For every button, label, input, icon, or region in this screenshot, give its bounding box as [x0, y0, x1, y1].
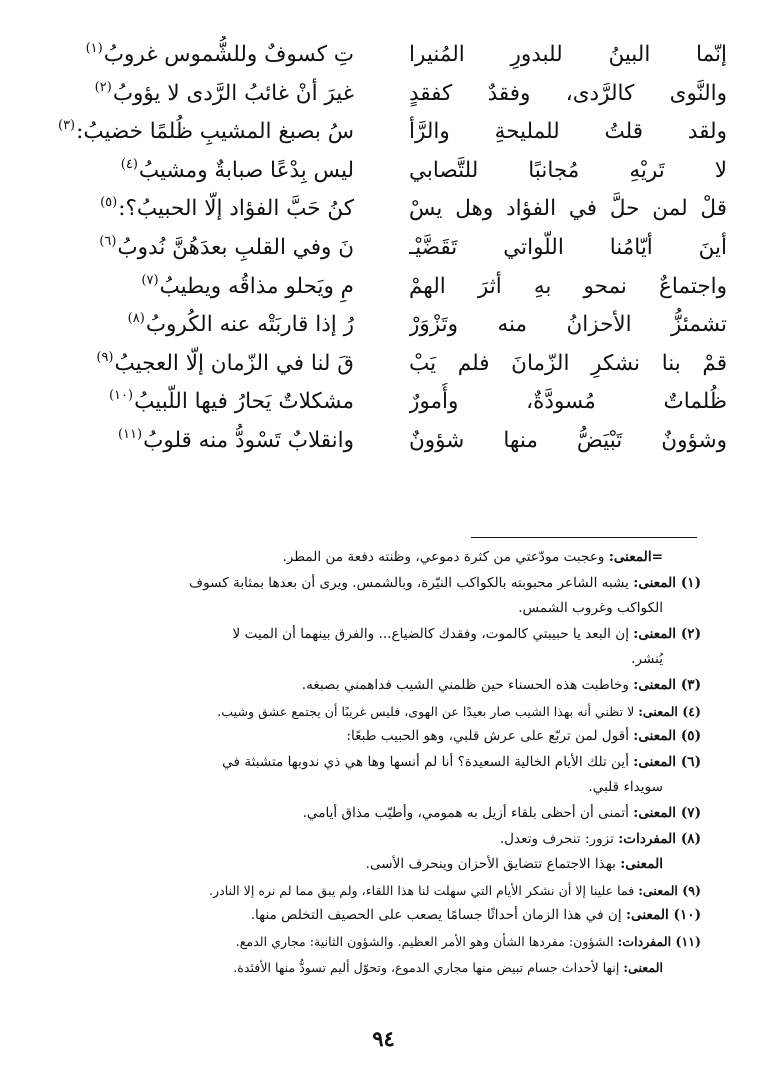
- verse-second-hemistich: [40, 152, 354, 194]
- footnote-line: [60, 673, 701, 699]
- footnote-line: [60, 929, 701, 955]
- footnote-label: المعنى:: [620, 856, 663, 873]
- verse-line: [40, 75, 727, 114]
- verse-line: [40, 422, 727, 461]
- footnote-marker: (٨): [127, 311, 145, 327]
- verse-first-hemistich: قمْ بنا نشكرِ الزّمانَ فلم يَبْ: [409, 350, 727, 376]
- footnote-line: [60, 878, 701, 904]
- footnote-marker: (١٠): [108, 388, 134, 404]
- footnote-marker: (١١): [117, 426, 143, 442]
- verse-second-text: نَ وفي القلبِ بعدَهُنَّ نُدوبُ: [117, 234, 354, 260]
- footnote-line: [60, 724, 701, 750]
- footnote-label: (٩) المعنى:: [638, 882, 701, 898]
- footnote-text: سويداء قلبي.: [588, 779, 663, 796]
- verse-second-text: تِ كسوفٌ وللشُّموس غروبُ: [103, 42, 354, 67]
- footnote-text: إنها لأحداث جسام تبيض منها مجاري الدموع، وتحوّل أليم تسودُّ منها الأفئدة.: [233, 959, 624, 975]
- footnote-text: الكواكب وغروب الشمس.: [518, 600, 663, 617]
- verse-first-hemistich: إنّما البينُ للبدورِ المُنيرا: [409, 42, 727, 67]
- footnote-text: إن البعد يا حبيبتي كالموت، وفقدك كالضياع... والفرق بينهما أن الميت لا: [232, 625, 634, 642]
- verse-first-hemistich: ظُلماتٌ مُسودَّةٌ، وأُمورٌ: [409, 389, 727, 415]
- verse-line: [40, 268, 727, 307]
- footnote-line: [60, 903, 701, 929]
- verse-first-hemistich: أينَ أيّامُنا اللّواتي تَقَضَّيْـ: [409, 234, 727, 260]
- verse-second-hemistich: [40, 113, 354, 155]
- footnotes: [60, 545, 701, 980]
- footnote-line: [60, 699, 701, 725]
- verse-second-hemistich: [40, 268, 354, 310]
- footnote-text: بهذا الاجتماع تتضايق الأحزان وينحرف الأسى.: [365, 856, 621, 873]
- footnote-line: [60, 622, 701, 648]
- footnote-label: (٥) المعنى:: [633, 728, 701, 745]
- verse-second-hemistich: [40, 383, 354, 425]
- footnote-divider: [471, 537, 697, 538]
- footnote-line: [60, 827, 701, 853]
- verse-second-text: رُ إذا قاربَتْه عنه الكُروبُ: [145, 312, 354, 338]
- footnote-line: [60, 571, 701, 597]
- footnote-text: أتمنى أن أحظى بلقاء أزيل به همومي، وأطيّب مذاق أيامي.: [302, 804, 634, 821]
- footnote-text: يشبه الشاعر محبوبته بالكواكب النيّرة، وبالشمس. ويرى أن بعدها بمثابة كسوف: [189, 574, 634, 591]
- verse-first-hemistich: قلْ لمن حلَّ في الفؤاد وهل يسْ: [409, 196, 727, 222]
- verse-line: [40, 345, 727, 384]
- verse-second-text: قَ لنا في الزّمان إلّا العجيبُ: [114, 350, 354, 376]
- footnote-label: (٣) المعنى:: [633, 676, 701, 693]
- verse-second-hemistich: [40, 190, 354, 232]
- footnote-marker: (٥): [100, 195, 118, 211]
- footnote-line: [60, 775, 701, 801]
- verse-line: [40, 229, 727, 268]
- verse-first-hemistich: لا تَريْهِ مُجانبًا للتَّصابي: [409, 157, 727, 183]
- poem-verses: [40, 36, 727, 461]
- footnote-label: =المعنى:: [608, 549, 663, 565]
- verse-first-hemistich: ولقد قلتُ للمليحةِ والرَّأ: [409, 119, 727, 145]
- verse-second-text: كنُ حَبَّ الفؤاد إلّا الحبيبُ؟:: [118, 196, 354, 222]
- footnote-marker: (١): [85, 41, 103, 56]
- footnote-text: الشؤون: مفردها الشأن وهو الأمر العظيم. والشؤون الثانية: مجاري الدمع.: [235, 933, 618, 949]
- footnote-label: المعنى:: [623, 959, 663, 975]
- footnote-text: أين تلك الأيام الخالية السعيدة؟ أنا لم أنسها وها هي ذي ندوبها متشبثة في: [222, 753, 634, 770]
- verse-line: [40, 306, 727, 345]
- page-number: ٩٤: [372, 1026, 395, 1051]
- verse-second-hemistich: [40, 345, 354, 387]
- footnote-label: (٤) المعنى:: [638, 703, 701, 719]
- verse-second-hemistich: [40, 422, 354, 464]
- verse-second-hemistich: [40, 75, 354, 117]
- footnote-line: [60, 852, 701, 878]
- verse-line: [40, 36, 727, 75]
- verse-line: [40, 190, 727, 229]
- verse-second-hemistich: [40, 306, 354, 348]
- verse-first-hemistich: والنَّوى كالرَّدى، وفقدٌ كفقدٍ: [409, 80, 727, 106]
- footnote-text: وعجبت مودّعتي من كثرة دموعي، وظنته دفعة من المطر.: [282, 549, 609, 565]
- footnote-line: [60, 750, 701, 776]
- verse-second-text: مِ ويَحلو مذاقُه ويطيبُ: [159, 273, 354, 299]
- footnote-label: (٦) المعنى:: [633, 753, 701, 770]
- verse-second-text: مشكلاتٌ يَحارُ فيها اللّبيبُ: [134, 389, 354, 415]
- footnote-marker: (٧): [141, 272, 159, 288]
- verse-second-text: غيرَ أنْ غائبُ الرَّدى لا يؤوبُ: [112, 80, 354, 106]
- footnote-label: (١) المعنى:: [633, 574, 701, 591]
- verse-first-hemistich: وشؤونٌ تَبْيَضُّ منها شؤونٌ: [409, 427, 727, 453]
- verse-second-hemistich: [40, 36, 354, 78]
- footnote-marker: (٦): [99, 233, 117, 249]
- footnote-text: أقول لمن تربّع على عرش قلبي، وهو الحبيب طبعًا:: [346, 728, 634, 745]
- verse-line: [40, 152, 727, 191]
- footnote-line: [60, 955, 701, 981]
- footnote-line: [60, 647, 701, 673]
- footnote-label: (٧) المعنى:: [633, 804, 701, 821]
- verse-line: [40, 383, 727, 422]
- footnote-label: (١٠) المعنى:: [626, 907, 701, 924]
- footnote-label: (٨) المفردات:: [618, 830, 701, 847]
- footnote-label: (١١) المفردات:: [617, 933, 701, 949]
- footnote-marker: (٩): [96, 349, 114, 365]
- footnote-text: إن في هذا الزمان أحداثًا جسامًا يصعب على الحصيف التخلص منها.: [250, 907, 626, 924]
- footnote-line: [60, 545, 701, 571]
- footnote-text: يُنشر.: [631, 651, 663, 668]
- verse-second-hemistich: [40, 229, 354, 271]
- footnote-marker: (٣): [57, 118, 76, 134]
- footnote-marker: (٢): [94, 79, 112, 95]
- verse-second-text: وانقلابٌ تَسْودُّ منه قلوبُ: [143, 427, 354, 453]
- footnote-text: تزور: تنحرف وتعدل.: [499, 830, 619, 847]
- footnote-marker: (٤): [120, 156, 138, 172]
- footnote-text: فما علينا إلا أن نشكر الأيام التي سهلت لنا هذا اللقاء، ولم يبق مما لم نره إلا النادر.: [209, 882, 639, 898]
- verse-second-text: سُ بصبغ المشيبِ ظُلمًا خضيبُ:: [76, 119, 354, 145]
- footnote-label: (٢) المعنى:: [633, 625, 701, 642]
- verse-second-text: ليس بِدْعًا صبابةٌ ومشيبُ: [138, 157, 354, 183]
- verse-first-hemistich: واجتماعٌ نمحو بهِ أثرَ الهمْ: [409, 273, 727, 299]
- verse-line: [40, 113, 727, 152]
- verse-first-hemistich: تشمئزُّ الأحزانُ منه وتَزْوَرْ: [409, 312, 727, 338]
- footnote-line: [60, 596, 701, 622]
- footnote-text: وخاطبت هذه الحسناء حين ظلمني الشيب فداهمني بصبغه.: [301, 676, 634, 693]
- footnote-line: [60, 801, 701, 827]
- footnote-text: لا تظني أنه بهذا الشيب صار بعيدًا عن الهوى، فليس غريبًا أن يجتمع عشق وشيب.: [217, 703, 639, 719]
